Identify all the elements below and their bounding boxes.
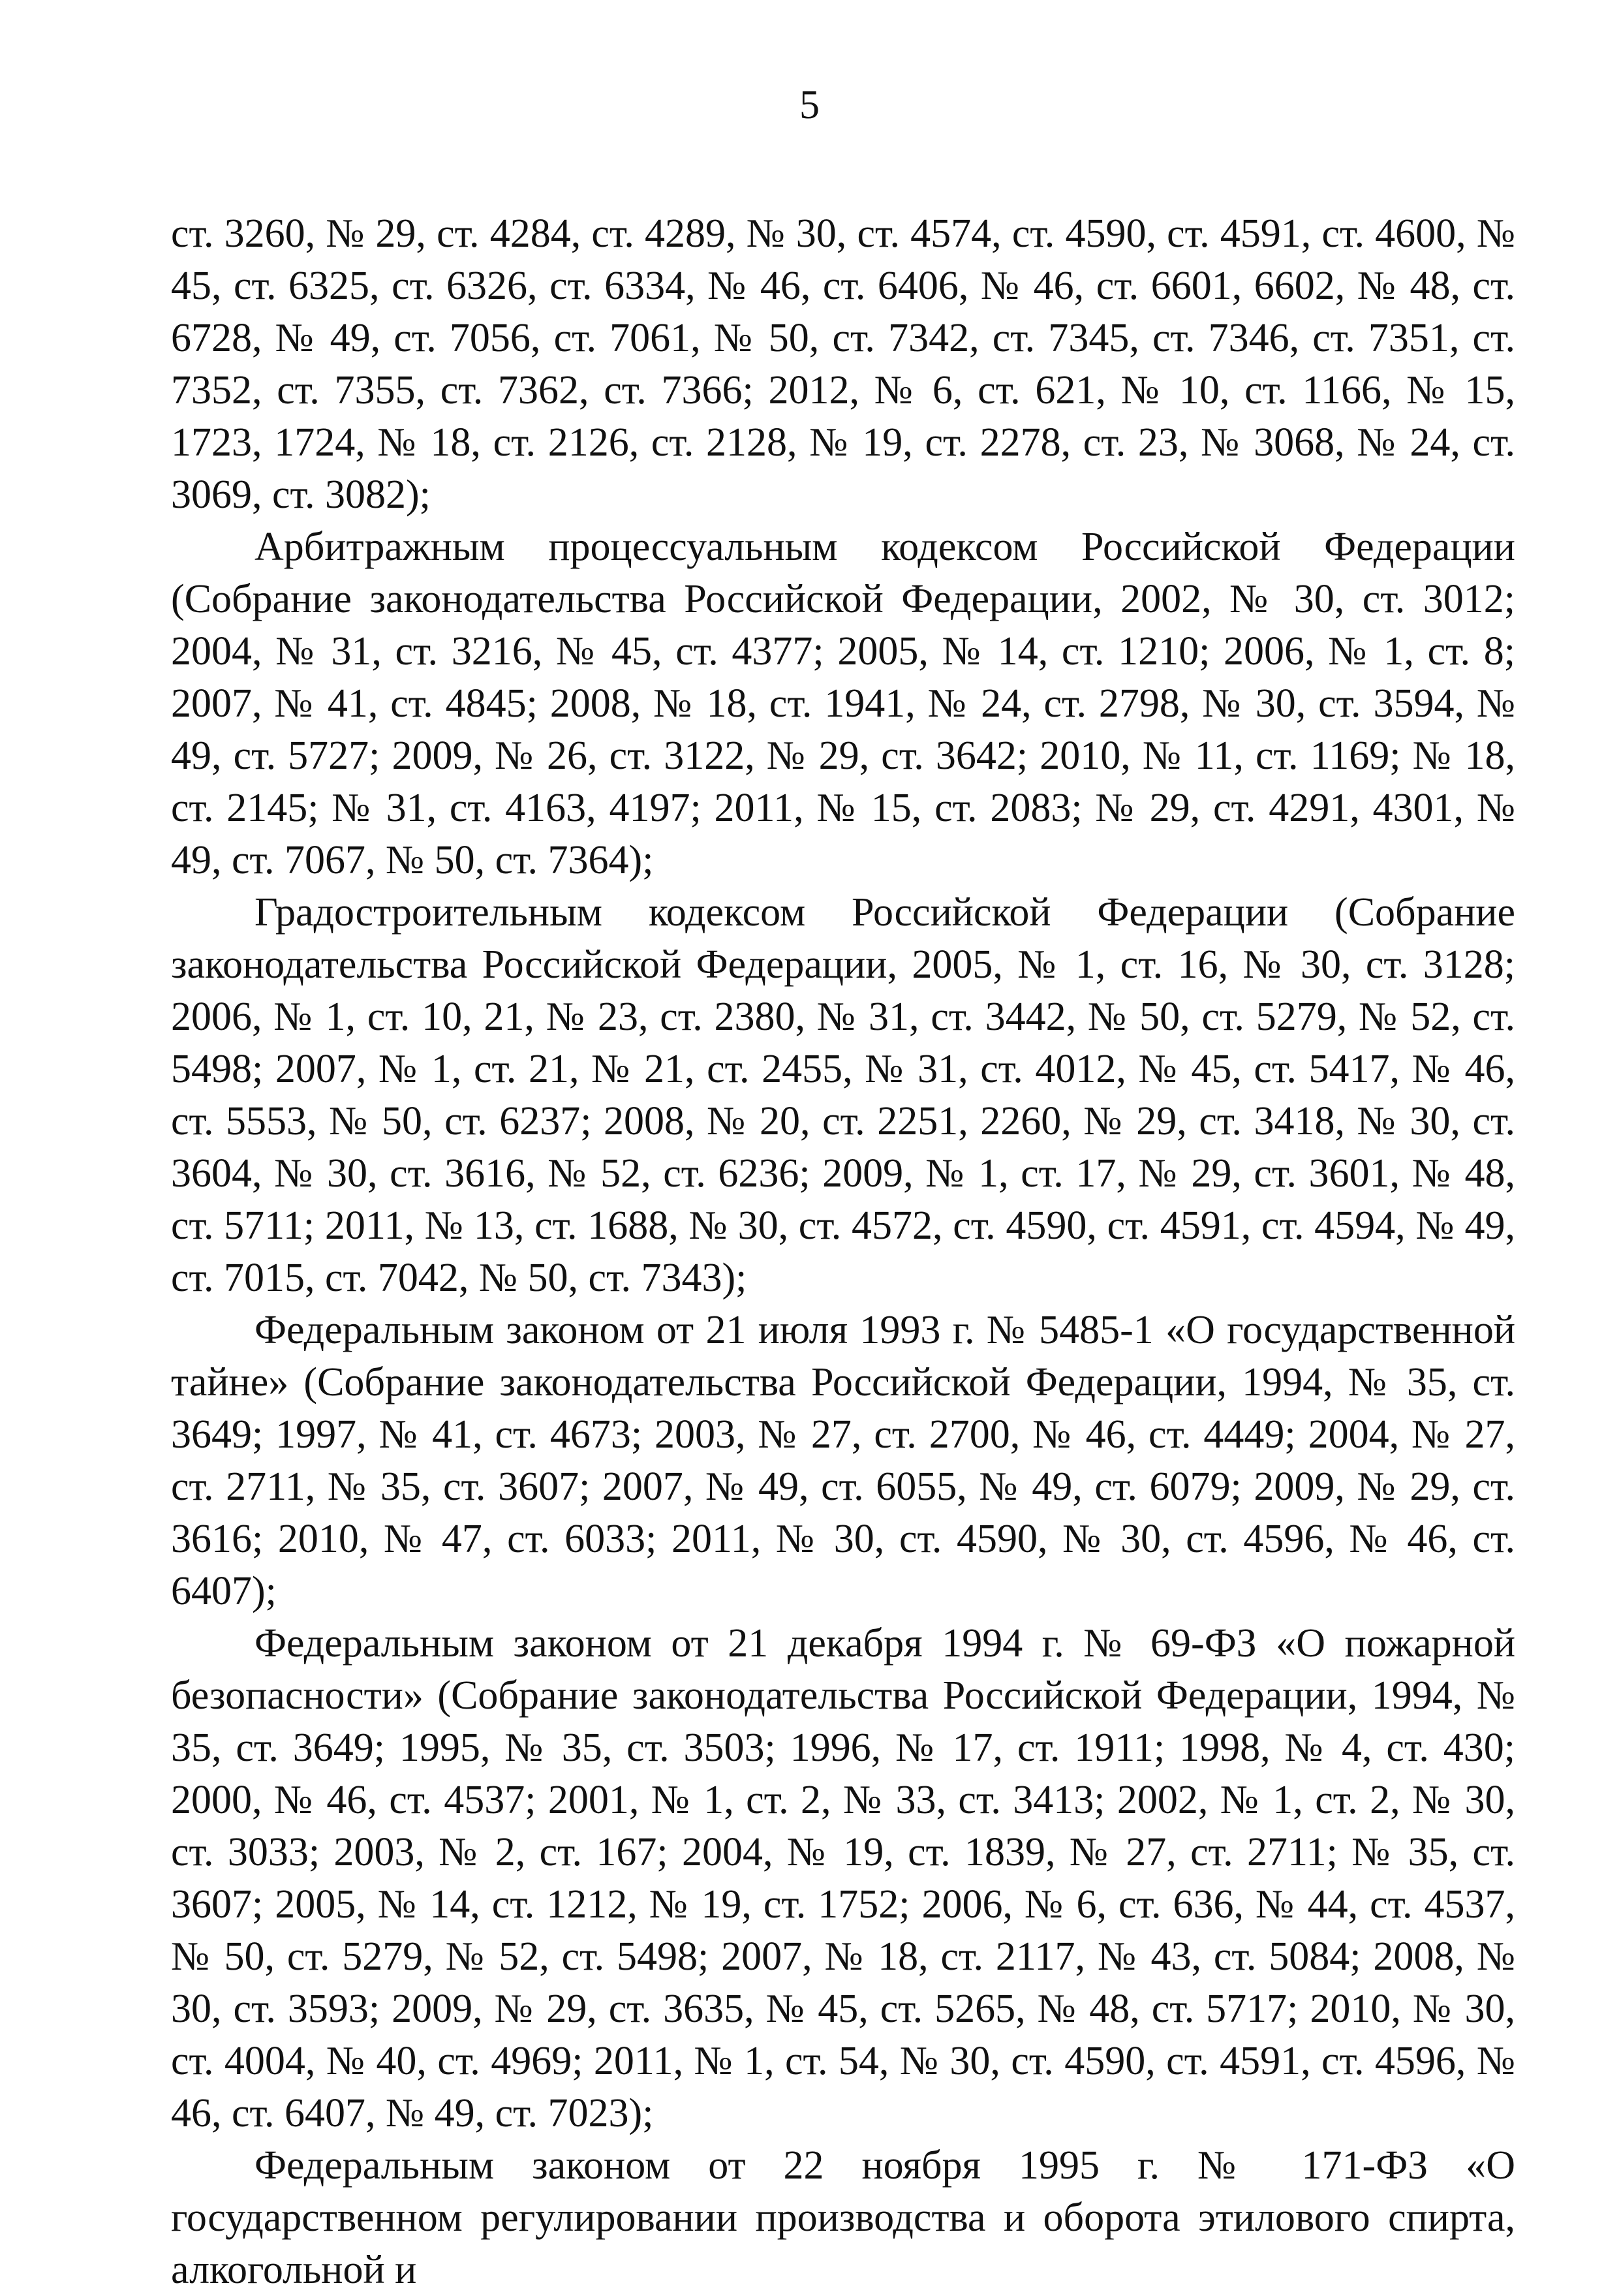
page-number: 5 <box>799 83 820 127</box>
paragraph-urban-planning-code: Градостроительным кодексом Российской Федерации (Собрание законодательства Российской Федерации, 2005, № 1, ст. 16, № 30, ст. 3128; 2006, № 1, ст. 10, 21, № 23, ст. 2380, № 31, ст. 3442, № 50, ст. 5279, № 52, ст. 5498; 2007, № 1, ст. 21, № 21, ст. 2455, № 31, ст. 4012, № 45, ст. 5417, № 46, ст. 5553, № 50, ст. 6237; 2008, № 20, ст. 2251, 2260, № 29, ст. 3418, № 30, ст. 3604, № 30, ст. 3616, № 52, ст. 6236; 2009, № 1, ст. 17, № 29, ст. 3601, № 48, ст. 5711; 2011, № 13, ст. 1688, № 30, ст. 4572, ст. 4590, ст. 4591, ст. 4594, № 49, ст. 7015, ст. 7042, № 50, ст. 7343); <box>171 890 1515 1300</box>
paragraph-continuation: ст. 3260, № 29, ст. 4284, ст. 4289, № 30, ст. 4574, ст. 4590, ст. 4591, ст. 4600, № 45, ст. 6325, ст. 6326, ст. 6334, № 46, ст. 6406, № 46, ст. 6601, 6602, № 48, ст. 6728, № 49, ст. 7056, ст. 7061, № 50, ст. 7342, ст. 7345, ст. 7346, ст. 7351, ст. 7352, ст. 7355, ст. 7362, ст. 7366; 2012, № 6, ст. 621, № 10, ст. 1166, № 15, 1723, 1724, № 18, ст. 2126, ст. 2128, № 19, ст. 2278, ст. 23, № 3068, № 24, ст. 3069, ст. 3082); <box>171 211 1515 517</box>
paragraph-alcohol-regulation-law: Федеральным законом от 22 ноября 1995 г. № 171-ФЗ «О государственном регулировании производства и оборота этилового спирта, алкогольной и <box>171 2143 1515 2292</box>
document-body <box>171 208 1515 2296</box>
paragraph-fire-safety-law: Федеральным законом от 21 декабря 1994 г. № 69-ФЗ «О пожарной безопасности» (Собрание законодательства Российской Федерации, 1994, № 35, ст. 3649; 1995, № 35, ст. 3503; 1996, № 17, ст. 1911; 1998, № 4, ст. 430; 2000, № 46, ст. 4537; 2001, № 1, ст. 2, № 33, ст. 3413; 2002, № 1, ст. 2, № 30, ст. 3033; 2003, № 2, ст. 167; 2004, № 19, ст. 1839, № 27, ст. 2711; № 35, ст. 3607; 2005, № 14, ст. 1212, № 19, ст. 1752; 2006, № 6, ст. 636, № 44, ст. 4537, № 50, ст. 5279, № 52, ст. 5498; 2007, № 18, ст. 2117, № 43, ст. 5084; 2008, № 30, ст. 3593; 2009, № 29, ст. 3635, № 45, ст. 5265, № 48, ст. 5717; 2010, № 30, ст. 4004, № 40, ст. 4969; 2011, № 1, ст. 54, № 30, ст. 4590, ст. 4591, ст. 4596, № 46, ст. 6407, № 49, ст. 7023); <box>171 1621 1515 2135</box>
paragraph-state-secret-law: Федеральным законом от 21 июля 1993 г. № 5485-1 «О государственной тайне» (Собрание законодательства Российской Федерации, 1994, № 35, ст. 3649; 1997, № 41, ст. 4673; 2003, № 27, ст. 2700, № 46, ст. 4449; 2004, № 27, ст. 2711, № 35, ст. 3607; 2007, № 49, ст. 6055, № 49, ст. 6079; 2009, № 29, ст. 3616; 2010, № 47, ст. 6033; 2011, № 30, ст. 4590, № 30, ст. 4596, № 46, ст. 6407); <box>171 1308 1515 1613</box>
paragraph-arbitration-code: Арбитражным процессуальным кодексом Российской Федерации (Собрание законодательства Российской Федерации, 2002, № 30, ст. 3012; 2004, № 31, ст. 3216, № 45, ст. 4377; 2005, № 14, ст. 1210; 2006, № 1, ст. 8; 2007, № 41, ст. 4845; 2008, № 18, ст. 1941, № 24, ст. 2798, № 30, ст. 3594, № 49, ст. 5727; 2009, № 26, ст. 3122, № 29, ст. 3642; 2010, № 11, ст. 1169; № 18, ст. 2145; № 31, ст. 4163, 4197; 2011, № 15, ст. 2083; № 29, ст. 4291, 4301, № 49, ст. 7067, № 50, ст. 7364); <box>171 525 1515 882</box>
